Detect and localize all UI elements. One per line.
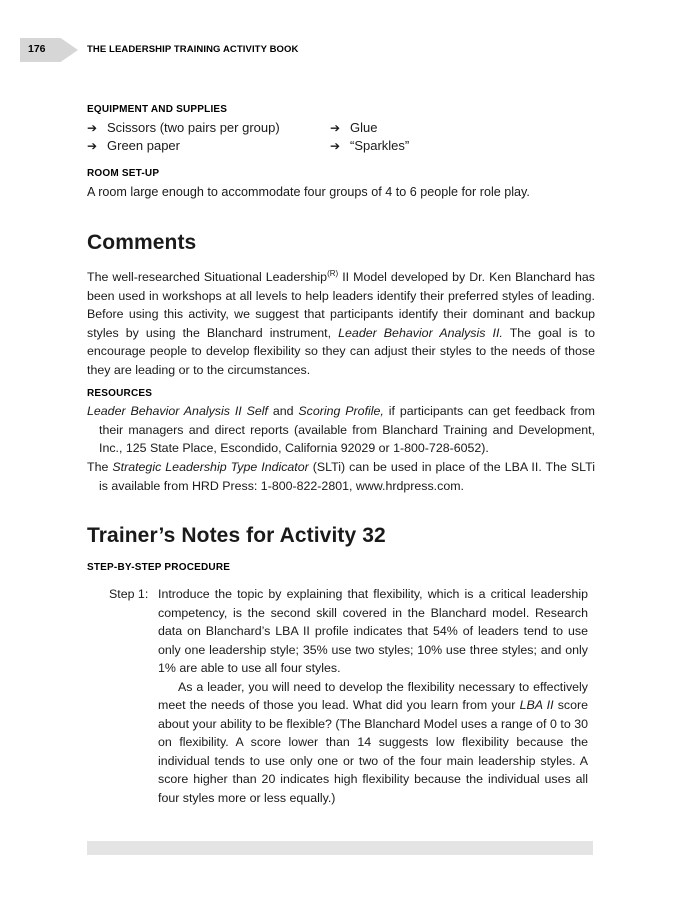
page-number: 176 — [28, 43, 46, 55]
equipment-heading: EQUIPMENT AND SUPPLIES — [87, 104, 228, 115]
resource-item: The Strategic Leadership Type Indicator (SLTi) can be used in place of the LBA II. The SLTi is available from HRD Press: 1-800-822-2801, www.hrdpress.com. — [87, 460, 596, 493]
running-title: THE LEADERSHIP TRAINING ACTIVITY BOOK — [87, 44, 299, 55]
trainer-notes-title: Trainer’s Notes for Activity 32 — [87, 524, 386, 547]
resources-heading: RESOURCES — [87, 388, 153, 399]
equipment-item: ➔ “Sparkles” — [330, 138, 410, 153]
arrow-icon: ➔ — [330, 121, 341, 135]
step-paragraph: Introduce the topic by explaining that flexibility, which is a critical leadership competency, is the second skill covered in the Blanchard model. Research data on Blanchard’s LBA II profile indicates that 54% of leaders tend to use only one leadership style; 35% use two styles; 10% use three styles; and only 1% are able to use all four styles. — [158, 587, 588, 675]
equipment-item: ➔ Glue — [330, 120, 378, 135]
arrow-icon: ➔ — [87, 139, 98, 153]
arrow-icon: ➔ — [330, 139, 341, 153]
equipment-item: ➔ Green paper — [87, 138, 180, 153]
comments-title: Comments — [87, 231, 197, 254]
step-text — [158, 585, 588, 807]
step-label: Step 1: — [109, 587, 149, 601]
arrow-icon: ➔ — [87, 121, 98, 135]
step-paragraph: As a leader, you will need to develop the flexibility necessary to effectively meet the needs of those you lead. What did you learn from your LBA II score about your ability to be flexible? (The Blanchard Model uses a range of 0 to 30 on flexibility. A score lower than 14 suggests low flexibility because the individual tends to use only one or two of the four main leadership styles. A score higher than 20 indicates high flexibility because the individual uses all four styles more or less equally.) — [158, 679, 588, 805]
room-setup-heading: ROOM SET-UP — [87, 168, 160, 179]
procedure-heading: STEP-BY-STEP PROCEDURE — [87, 562, 231, 573]
comments-paragraph: The well-researched Situational Leadership$^{(R)}$ II Model developed by Dr. Ken Blanchard has been used in workshops at all levels to help leaders identify their preferred styles of leading. Before using this activity, we suggest that participants identify their dominant and backup styles by using the Blanchard instrument, Leader Behavior Analysis II. The goal is to encourage people to develop flexibility so they can adjust their styles to the needs of those they are leading or to the circumstances. — [87, 269, 595, 377]
resource-item: Leader Behavior Analysis II Self and Scoring Profile, if participants can get feedback from their managers and direct reports (available from Blanchard Training and Development, Inc., 125 State Place, Escondido, California 92029 or 1-800-728-6052). — [87, 404, 595, 455]
equipment-item: ➔ Scissors (two pairs per group) — [87, 120, 280, 135]
room-setup-text: A room large enough to accommodate four groups of 4 to 6 people for role play. — [87, 185, 530, 199]
footer-bar — [87, 841, 593, 855]
